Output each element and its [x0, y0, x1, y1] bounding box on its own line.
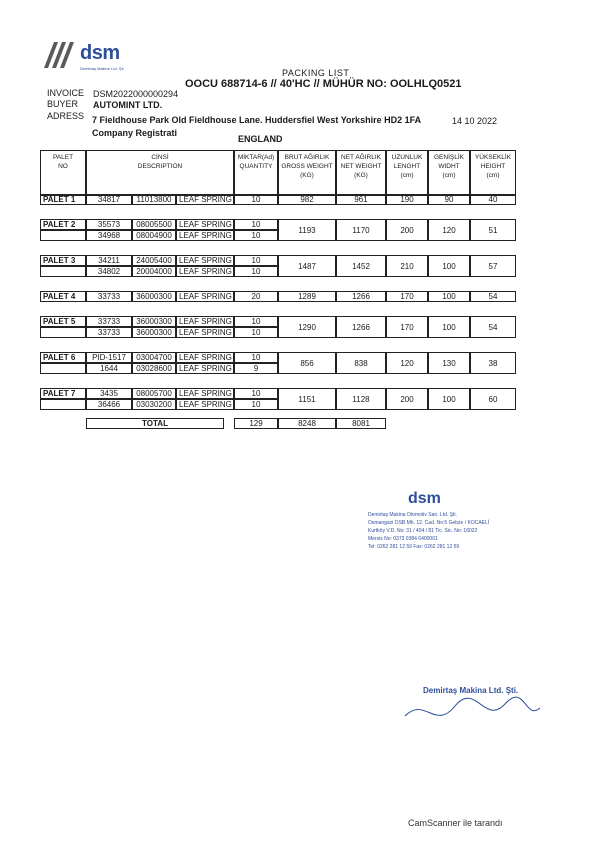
stamp-line: Tel: 0262 281 12 59 Fax: 0262 281 12 59 — [368, 544, 460, 550]
item-ref: 35573 — [86, 219, 132, 230]
item-code: 08005700 — [132, 388, 176, 399]
item-quantity: 10 — [234, 266, 278, 277]
pallet-name-spacer — [40, 363, 86, 374]
item-code: 03028600 — [132, 363, 176, 374]
pallet-width: 120 — [428, 219, 470, 241]
item-code: 36000300 — [132, 316, 176, 327]
item-ref: PID-1517 — [86, 352, 132, 363]
signature-logo: Demirtaş Makina Ltd. Şti. — [423, 686, 519, 695]
pallet-height: 60 — [470, 388, 516, 410]
pallet-name-spacer — [40, 399, 86, 410]
item-description: LEAF SPRING — [176, 230, 234, 241]
item-quantity: 10 — [234, 399, 278, 410]
document-title: PACKING LIST — [282, 68, 350, 78]
header-brut: BRUT AĞIRLIK GROSS WEIGHT (KG) — [278, 150, 336, 196]
pallet-net-weight: 1128 — [336, 388, 386, 410]
pallet-net-weight: 961 — [336, 194, 386, 205]
pallet-gross-weight: 1193 — [278, 219, 336, 241]
item-description: LEAF SPRING — [176, 316, 234, 327]
total-net-weight: 8081 — [336, 418, 386, 429]
pallet-width: 100 — [428, 316, 470, 338]
item-code: 20004000 — [132, 266, 176, 277]
pallet-length: 200 — [386, 388, 428, 410]
logo-tagline: Demirtaş Makine Ltd. Şti. — [80, 66, 125, 71]
pallet-name: PALET 7 — [40, 388, 86, 399]
item-ref: 1644 — [86, 363, 132, 374]
header-net: NET AĞIRLIK NET WEIGHT (KG) — [336, 150, 386, 196]
header-cinsi: CİNSİ DESCRIPTION — [86, 150, 234, 196]
total-quantity: 129 — [234, 418, 278, 429]
pallet-width: 100 — [428, 388, 470, 410]
logo-text: dsm — [80, 42, 120, 64]
pallet-name-spacer — [40, 266, 86, 277]
pallet-length: 170 — [386, 291, 428, 302]
container-line: OOCU 688714-6 // 40'HC // MÜHÜR NO: OOLHLQ0521 — [185, 78, 462, 90]
pallet-height: 51 — [470, 219, 516, 241]
invoice-value: DSM2022000000294 — [93, 89, 179, 99]
document-date: 14 10 2022 — [452, 116, 498, 126]
item-code: 36000300 — [132, 327, 176, 338]
header-miktar: MİKTAR(Ad) QUANTITY — [234, 150, 278, 196]
signature-scribble-icon — [395, 686, 545, 736]
item-description: LEAF SPRING — [176, 255, 234, 266]
country: ENGLAND — [238, 134, 283, 144]
item-code: 24005400 — [132, 255, 176, 266]
company-stamp — [368, 490, 538, 570]
pallet-length: 210 — [386, 255, 428, 277]
company-registration: Company Registrati — [92, 128, 178, 138]
pallet-name: PALET 2 — [40, 219, 86, 230]
pallet-name: PALET 1 — [40, 194, 86, 205]
pallet-net-weight: 1266 — [336, 316, 386, 338]
pallet-net-weight: 1170 — [336, 219, 386, 241]
pallet-length: 200 — [386, 219, 428, 241]
dsm-logo-icon — [42, 40, 76, 70]
item-quantity: 10 — [234, 255, 278, 266]
item-quantity: 10 — [234, 230, 278, 241]
stamp-logo: dsm — [408, 490, 441, 507]
pallet-gross-weight: 1290 — [278, 316, 336, 338]
pallet-height: 57 — [470, 255, 516, 277]
total-gross-weight: 8248 — [278, 418, 336, 429]
item-quantity: 10 — [234, 388, 278, 399]
stamp-line: Demirtaş Makina Otomotiv San. Ltd. Şti. — [368, 512, 457, 518]
item-ref: 34802 — [86, 266, 132, 277]
header-genislik: GENİŞLİK WIDHT (cm) — [428, 150, 470, 196]
item-ref: 3435 — [86, 388, 132, 399]
item-description: LEAF SPRING — [176, 327, 234, 338]
adress-label: ADRESS — [47, 111, 85, 121]
pallet-length: 170 — [386, 316, 428, 338]
item-code: 03004700 — [132, 352, 176, 363]
pallet-height: 54 — [470, 316, 516, 338]
pallet-length: 120 — [386, 352, 428, 374]
header-uzunluk: UZUNLUK LENGHT (cm) — [386, 150, 428, 196]
item-code: 11013800 — [132, 194, 176, 205]
item-quantity: 10 — [234, 327, 278, 338]
item-quantity: 10 — [234, 194, 278, 205]
scanner-footer: CamScanner ile tarandı — [408, 818, 503, 828]
item-code: 08005500 — [132, 219, 176, 230]
item-quantity: 20 — [234, 291, 278, 302]
item-code: 08004900 — [132, 230, 176, 241]
item-description: LEAF SPRING — [176, 266, 234, 277]
pallet-net-weight: 1452 — [336, 255, 386, 277]
item-quantity: 10 — [234, 219, 278, 230]
item-description: LEAF SPRING — [176, 352, 234, 363]
item-ref: 34211 — [86, 255, 132, 266]
pallet-width: 130 — [428, 352, 470, 374]
pallet-height: 40 — [470, 194, 516, 205]
item-quantity: 10 — [234, 316, 278, 327]
item-ref: 33733 — [86, 327, 132, 338]
item-ref: 34817 — [86, 194, 132, 205]
pallet-gross-weight: 1151 — [278, 388, 336, 410]
total-label: TOTAL — [86, 418, 224, 429]
buyer-label: BUYER — [47, 99, 79, 109]
header-palet: PALET NO — [40, 150, 86, 196]
item-ref: 34968 — [86, 230, 132, 241]
item-ref: 33733 — [86, 291, 132, 302]
item-description: LEAF SPRING — [176, 194, 234, 205]
item-description: LEAF SPRING — [176, 291, 234, 302]
item-code: 36000300 — [132, 291, 176, 302]
stamp-line: Kurtköy V.D. No: 31 / 404 / 81 Tic. Sic. No: 16022 — [368, 528, 478, 534]
pallet-gross-weight: 982 — [278, 194, 336, 205]
pallet-name: PALET 6 — [40, 352, 86, 363]
pallet-gross-weight: 1487 — [278, 255, 336, 277]
header-yukseklik: YÜKSEKLİK HEIGHT (cm) — [470, 150, 516, 196]
item-quantity: 9 — [234, 363, 278, 374]
item-ref: 36466 — [86, 399, 132, 410]
pallet-net-weight: 1266 — [336, 291, 386, 302]
item-ref: 33733 — [86, 316, 132, 327]
pallet-height: 38 — [470, 352, 516, 374]
pallet-name-spacer — [40, 230, 86, 241]
pallet-width: 100 — [428, 255, 470, 277]
pallet-gross-weight: 856 — [278, 352, 336, 374]
pallet-name-spacer — [40, 327, 86, 338]
stamp-line: Osmangazi OSB Mh. 12. Cad. No:5 Gebze / KOCAELİ — [368, 520, 490, 526]
item-description: LEAF SPRING — [176, 388, 234, 399]
item-code: 03030200 — [132, 399, 176, 410]
pallet-name: PALET 5 — [40, 316, 86, 327]
item-quantity: 10 — [234, 352, 278, 363]
item-description: LEAF SPRING — [176, 219, 234, 230]
item-description: LEAF SPRING — [176, 363, 234, 374]
pallet-net-weight: 838 — [336, 352, 386, 374]
pallet-name: PALET 4 — [40, 291, 86, 302]
company-logo — [42, 40, 142, 74]
buyer-value: AUTOMINT LTD. — [93, 100, 163, 110]
pallet-height: 54 — [470, 291, 516, 302]
invoice-label: INVOICE — [47, 88, 85, 98]
item-description: LEAF SPRING — [176, 399, 234, 410]
pallet-length: 190 — [386, 194, 428, 205]
pallet-name: PALET 3 — [40, 255, 86, 266]
signature — [395, 686, 545, 736]
stamp-line: Mersis No: 0373 0384 6400001 — [368, 536, 438, 542]
pallet-width: 90 — [428, 194, 470, 205]
pallet-width: 100 — [428, 291, 470, 302]
adress-value: 7 Fieldhouse Park Old Fieldhouse Lane. Huddersfiel West Yorkshire HD2 1FA — [92, 115, 422, 125]
pallet-gross-weight: 1289 — [278, 291, 336, 302]
